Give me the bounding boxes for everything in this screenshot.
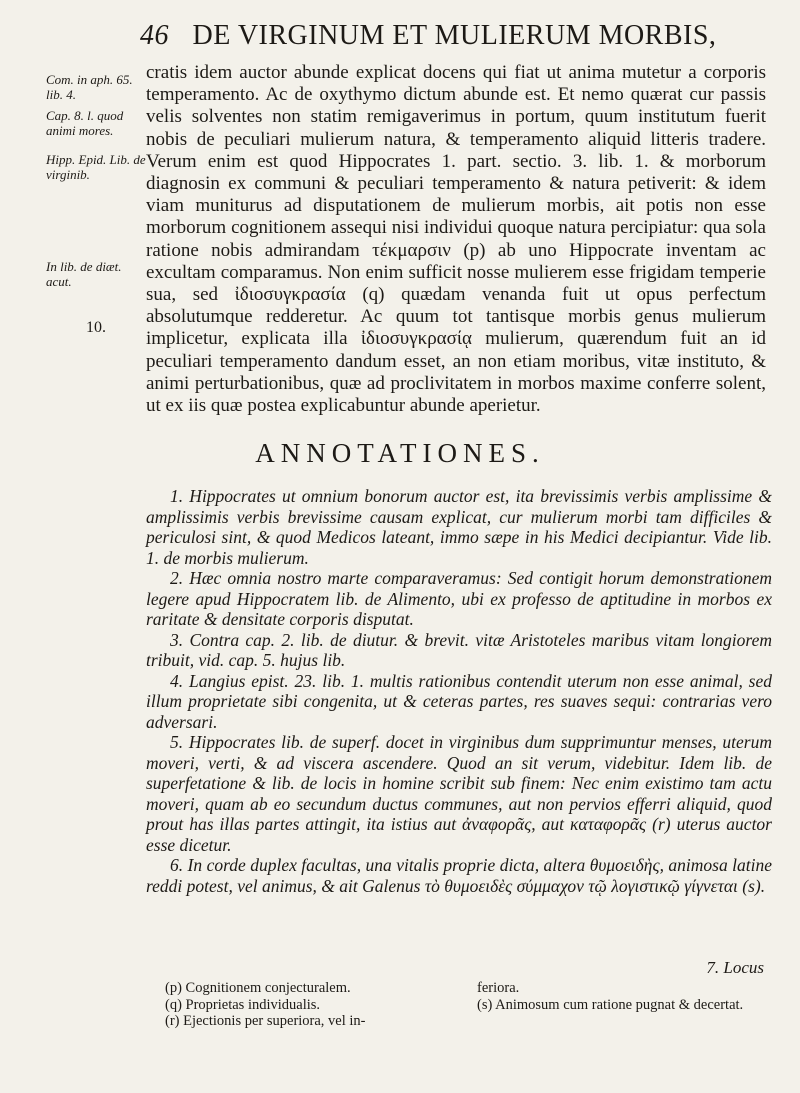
page-number: 46 bbox=[140, 20, 169, 51]
footnote: feriora. bbox=[477, 980, 520, 996]
main-paragraph: cratis idem auctor abunde explicat docens qui fiat ut anima mutetur a corporis temperamento. Ac de oxythymo dictum abunde est. Et nemo quærat cur passis velis solventes non statim remigaverimus in portum, quum institutum fuerit nobis de peculiari mulierum natura, & temperamento aliquid litteris tradere. Verum enim est quod Hippocrates 1. part. sectio. 3. lib. 1. & morborum diagnosin ex communi & peculiari temperamento & natura petiverit: & idem viam muniturus ad disputationem de mulierum morbis, ait potis non esse morborum cognitionem assequi nisi individui quoque natura percipiatur: qua sola ratione nobis admirandam τέκμαρσιν (p) ab uno Hippocrate inventam ac excultam comparamus. Non enim sufficit nosse mulierem esse frigidam temperie sua, sed ἰδιοσυγκρασία (q) quædam venanda fuit ut opus perfectum absolutumque redderetur. Ac quum tot tantisque morbis genus mulierum implicetur, explicata illa ἰδιοσυγκρασίᾳ mulierum, quærendum fuit an id peculiari temperamento dandum esset, an non etiam moribus, vitæ instituto, & animi perturbationibus, quæ ad proclivitatem in morbos maxime conferre solent, ut ex iis quæ postea explicabuntur abunde aperietur. bbox=[146, 62, 766, 417]
page-header bbox=[140, 20, 780, 52]
annotation-item: 4. Langius epist. 23. lib. 1. multis rationibus contendit uterum non esse animal, sed illum proprietate sibi congenita, ut & ceteras partes, res suaves sequi: contrarias vero adversari. bbox=[146, 670, 772, 732]
margin-note: Hipp. Epid. Lib. de virginib. bbox=[46, 152, 146, 182]
running-title: DE VIRGINUM ET MULIERUM MORBIS, bbox=[192, 20, 717, 51]
annotation-item: 2. Hæc omnia nostro marte comparaveramus: Sed contigit horum demonstrationem legere apud Hippocratem lib. de Alimento, ubi ex professo de aptitudine in morbos ex raritate & densitate corporis disputat. bbox=[146, 568, 772, 629]
margin-note: 10. bbox=[86, 319, 106, 336]
footnote: (r) Ejectionis per superiora, vel in- bbox=[165, 1013, 366, 1029]
annotations-list bbox=[146, 486, 772, 896]
footnotes-right-column bbox=[477, 980, 777, 1013]
annotation-item: 6. In corde duplex facultas, una vitalis proprie dicta, altera θυμοειδὴς, animosa latine reddi potest, vel animus, & ait Galenus τὸ θυμοειδὲς σύμμαχον τῷ λογιστικῷ γίγνεται (s). bbox=[146, 855, 772, 896]
annotation-item: 3. Contra cap. 2. lib. de diutur. & brevit. vitæ Aristoteles maribus vitam longiorem tribuit, vid. cap. 5. hujus lib. bbox=[146, 629, 772, 670]
footnote: (q) Proprietas individualis. bbox=[165, 996, 321, 1013]
main-text-block bbox=[146, 62, 766, 417]
annotations-heading: ANNOTATIONES. bbox=[255, 438, 545, 468]
annotation-item: 5. Hippocrates lib. de superf. docet in virginibus dum supprimuntur menses, uterum moveri, verti, & ad viscera ascendere. Quod an sit verum, videbitur. Idem lib. de superfetatione & lib. de locis in homine scribit sub finem: Nec enim existimo tam actu moveri, quam ab eo secundum ductus communes, aut non pervios efferri aliquid, quod prout has illas partes attingit, ita istius aut ἀναφορᾶς, aut καταφορᾶς (r) uterus auctor esse dicetur. bbox=[146, 732, 772, 855]
annotation-item: 1. Hippocrates ut omnium bonorum auctor est, ita brevissimis verbis amplissime & amplissimis verbis brevissime causam explicat, cur mulierum morbi tam difficiles & periculosi sint, & quod Medicos lateant, immo sæpe in his Medici decipiantur. Vide lib. 1. de morbis mulierum. bbox=[146, 486, 772, 568]
margin-note: Com. in aph. 65. lib. 4. bbox=[46, 72, 133, 102]
footnote: (s) Animosum cum ratione pugnat & decertat. bbox=[477, 996, 744, 1013]
footnotes-left-column bbox=[165, 980, 455, 1030]
margin-note: Cap. 8. l. quod animi mores. bbox=[46, 108, 124, 138]
footnote: (p) Cognitionem conjecturalem. bbox=[165, 980, 351, 996]
margin-note: In lib. de diæt. acut. bbox=[46, 259, 122, 289]
catchword: 7. Locus bbox=[706, 958, 764, 977]
